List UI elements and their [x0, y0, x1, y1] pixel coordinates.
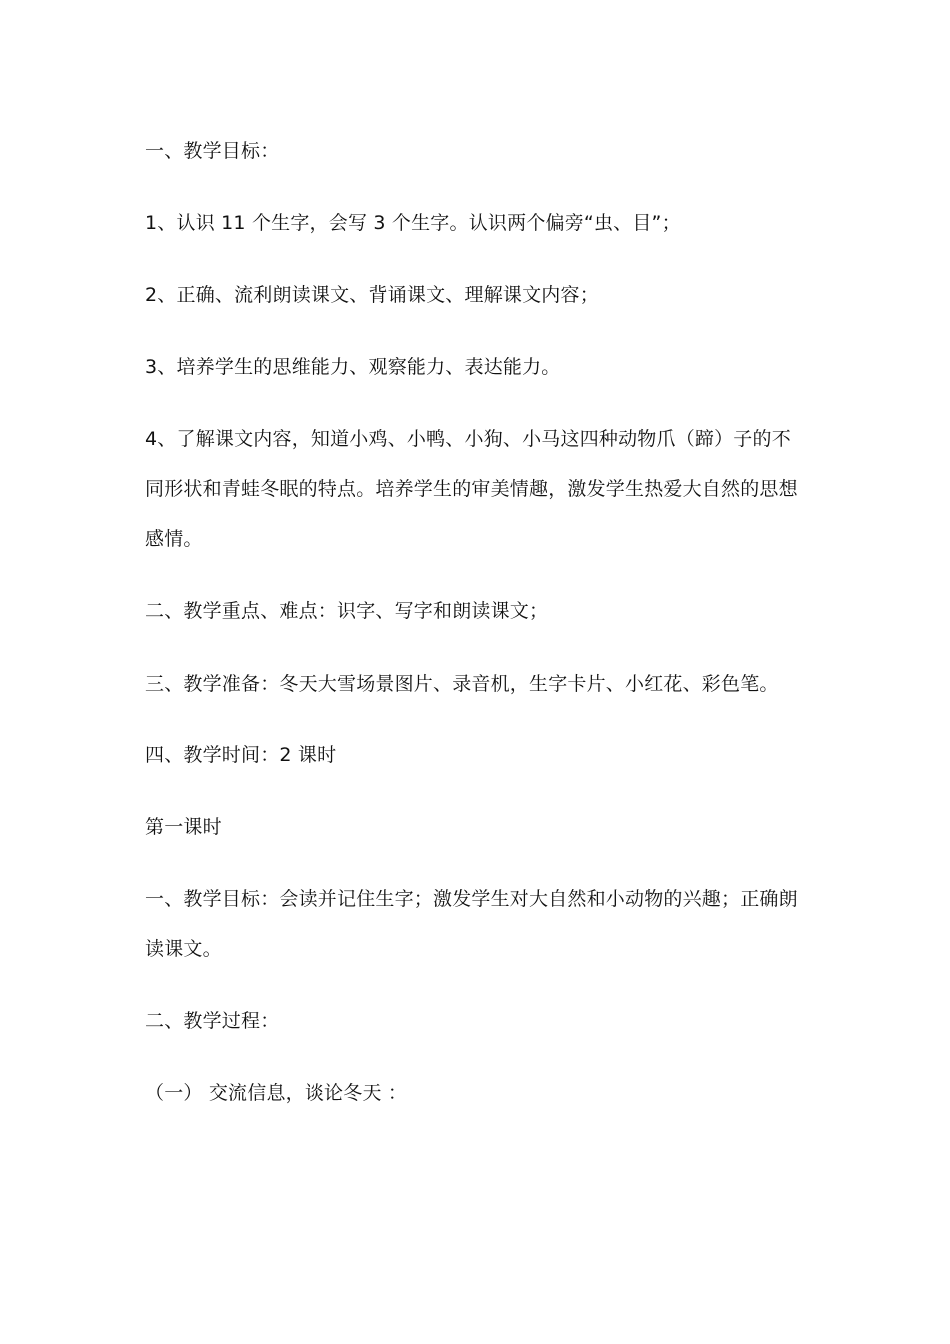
objective-item-3: 3、培养学生的思维能力、观察能力、表达能力。 — [145, 356, 561, 378]
section-heading-key-points: 二、教学重点、难点：识字、写字和朗读课文； — [145, 600, 549, 622]
section-heading-objectives: 一、教学目标： — [145, 140, 280, 162]
objective-item-1: 1、认识 11 个生字，会写 3 个生字。认识两个偏旁“虫、目”； — [145, 212, 681, 234]
section-heading-preparation: 三、教学准备：冬天大雪场景图片、录音机，生字卡片、小红花、彩色笔。 — [145, 673, 779, 695]
lesson-objectives: 一、教学目标：会读并记住生字；激发学生对大自然和小动物的兴趣；正确朗读课文。 — [145, 888, 798, 960]
section-heading-process: 二、教学过程： — [145, 1010, 280, 1032]
process-step-1: （一） 交流信息，谈论冬天 ： — [145, 1082, 408, 1104]
lesson-title: 第一课时 — [145, 816, 222, 838]
section-heading-time: 四、教学时间：2 课时 — [145, 744, 337, 766]
objective-item-2: 2、正确、流利朗读课文、背诵课文、理解课文内容； — [145, 284, 599, 306]
objective-item-4: 4、了解课文内容，知道小鸡、小鸭、小狗、小马这四种动物爪（蹄）子的不同形状和青蛙冬眠的特点。培养学生的审美情趣，激发学生热爱大自然的思想感情。 — [145, 428, 798, 550]
